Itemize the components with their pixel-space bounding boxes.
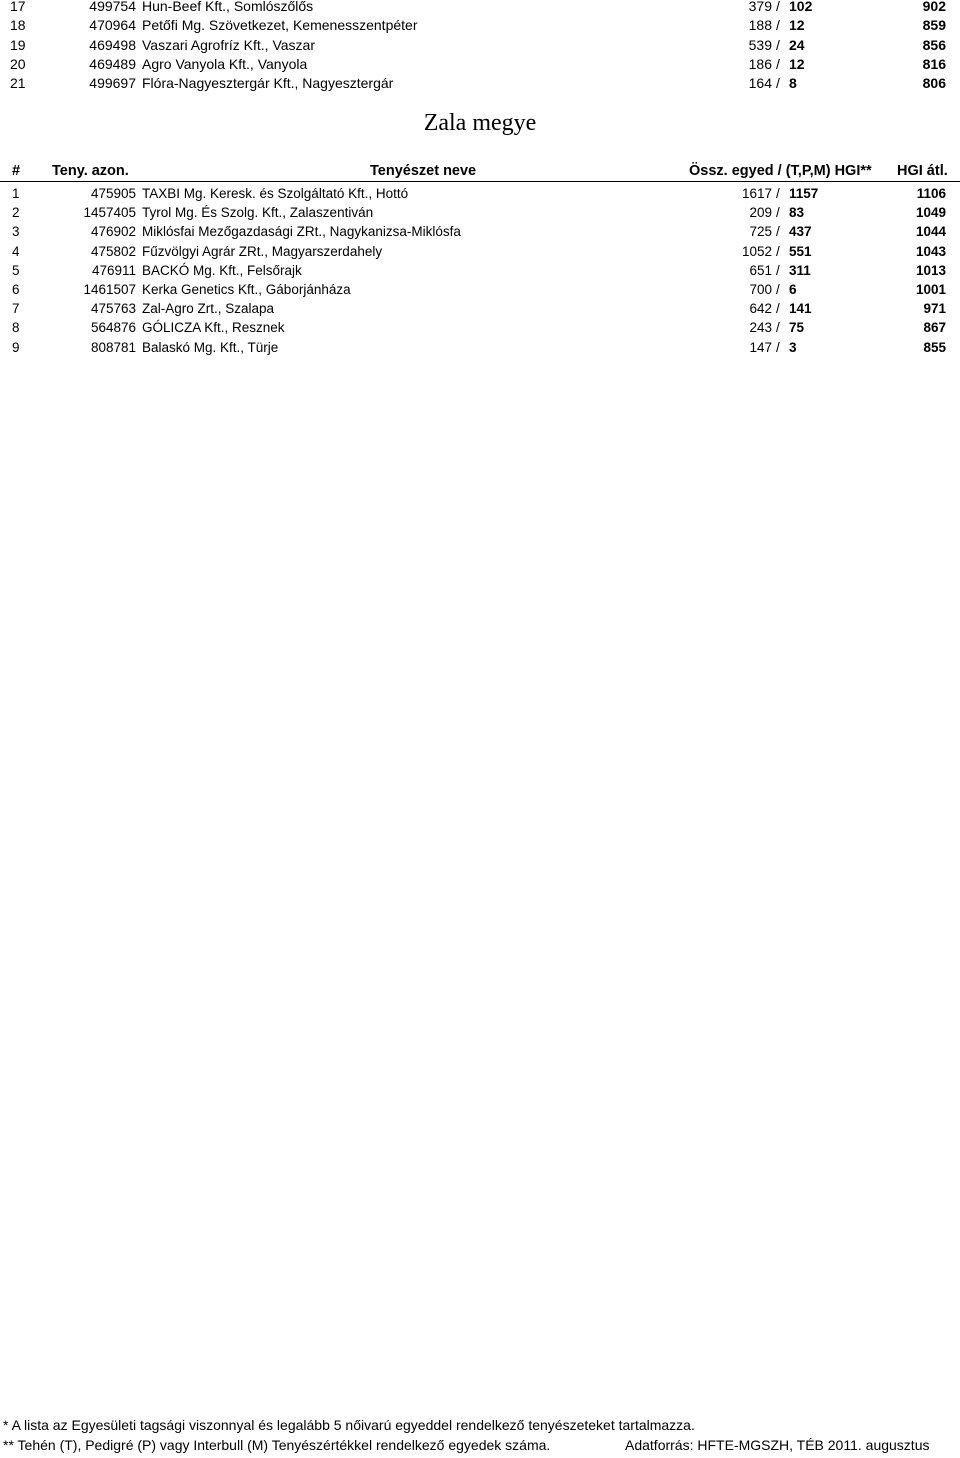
header-divider xyxy=(0,181,960,182)
hgi-count: 75 xyxy=(789,320,805,336)
table-row xyxy=(0,16,960,35)
table-row xyxy=(0,280,960,299)
separator: / xyxy=(776,224,780,240)
row-number: 2 xyxy=(12,205,20,221)
table-row xyxy=(0,318,960,337)
table-row xyxy=(0,242,960,261)
hgi-count: 12 xyxy=(789,17,805,34)
total-count: 651 xyxy=(749,262,772,278)
herd-name: Fűzvölgyi Agrár ZRt., Magyarszerdahely xyxy=(142,243,383,259)
hgi-average: 855 xyxy=(923,339,946,355)
herd-id: 1461507 xyxy=(83,282,136,297)
herd-name: Tyrol Mg. És Szolg. Kft., Zalaszentiván xyxy=(142,205,374,221)
table-row xyxy=(0,55,960,74)
herd-id: 475802 xyxy=(90,243,136,259)
table-row xyxy=(0,299,960,318)
separator: / xyxy=(776,262,780,278)
header-name: Tenyészet neve xyxy=(370,163,477,179)
hgi-average: 1043 xyxy=(915,243,946,259)
herd-name: Petőfi Mg. Szövetkezet, Kemenesszentpéter xyxy=(142,17,418,34)
hgi-count: 102 xyxy=(789,0,813,14)
herd-id: 499754 xyxy=(89,0,136,14)
herd-name: Zal-Agro Zrt., Szalapa xyxy=(142,301,275,317)
row-number: 9 xyxy=(12,339,20,355)
hgi-count: 24 xyxy=(789,36,805,53)
table-row xyxy=(0,36,960,55)
header-num: # xyxy=(12,163,21,179)
table-row xyxy=(0,74,960,93)
row-number: 8 xyxy=(12,320,20,336)
herd-id: 1457405 xyxy=(83,205,136,221)
total-count: 725 xyxy=(749,224,772,240)
table-row xyxy=(0,203,960,222)
herd-id: 475905 xyxy=(90,186,136,201)
hgi-average: 1001 xyxy=(915,282,946,297)
separator: / xyxy=(776,339,780,355)
total-count: 164 xyxy=(748,75,772,92)
table-row xyxy=(0,222,960,241)
hgi-average: 971 xyxy=(923,301,946,317)
separator: / xyxy=(776,282,780,297)
total-count: 1052 xyxy=(741,243,772,259)
separator: / xyxy=(776,36,780,53)
separator: / xyxy=(776,17,780,34)
total-count: 700 xyxy=(749,282,772,297)
hgi-count: 8 xyxy=(789,75,797,92)
table-row xyxy=(0,184,960,203)
herd-name: Vaszari Agrofríz Kft., Vaszar xyxy=(142,36,315,53)
hgi-average: 867 xyxy=(923,320,946,336)
header-total-hgi: Össz. egyed / (T,P,M) HGI** xyxy=(689,163,872,179)
hgi-count: 551 xyxy=(789,243,812,259)
total-count: 188 xyxy=(748,17,772,34)
total-count: 186 xyxy=(748,55,772,72)
herd-id: 499697 xyxy=(89,75,136,92)
hgi-count: 1157 xyxy=(789,186,819,201)
row-number: 19 xyxy=(10,36,26,53)
table-row xyxy=(0,0,960,16)
footnote-2: ** Tehén (T), Pedigré (P) vagy Interbull (M) Tenyészértékkel rendelkező egyedek száma. xyxy=(3,1437,551,1453)
hgi-average: 1106 xyxy=(916,186,946,201)
hgi-average: 902 xyxy=(922,0,946,14)
total-count: 147 xyxy=(749,339,772,355)
herd-name: Flóra-Nagyesztergár Kft., Nagyesztergár xyxy=(142,75,394,92)
hgi-average: 816 xyxy=(922,55,946,72)
hgi-average: 1013 xyxy=(915,262,946,278)
herd-id: 469498 xyxy=(89,36,136,53)
hgi-average: 859 xyxy=(922,17,946,34)
herd-name: Kerka Genetics Kft., Gáborjánháza xyxy=(142,282,351,297)
hgi-average: 856 xyxy=(922,36,946,53)
herd-id: 475763 xyxy=(90,301,136,317)
hgi-average: 806 xyxy=(922,75,946,92)
row-number: 7 xyxy=(12,301,20,317)
row-number: 17 xyxy=(10,0,26,14)
herd-name: GÓLICZA Kft., Resznek xyxy=(142,320,285,336)
total-count: 243 xyxy=(749,320,772,336)
total-count: 379 xyxy=(748,0,772,14)
herd-name: BACKÓ Mg. Kft., Felsőrajk xyxy=(142,262,302,278)
row-number: 1 xyxy=(12,186,20,201)
table-header xyxy=(0,161,960,181)
row-number: 18 xyxy=(10,17,26,34)
herd-name: Hun-Beef Kft., Somlószőlős xyxy=(142,0,314,14)
hgi-count: 12 xyxy=(789,55,805,72)
header-id: Teny. azon. xyxy=(52,163,129,179)
row-number: 21 xyxy=(10,75,26,92)
herd-id: 469489 xyxy=(89,55,136,72)
separator: / xyxy=(776,243,780,259)
hgi-count: 437 xyxy=(789,224,812,240)
separator: / xyxy=(776,205,780,221)
separator: / xyxy=(776,75,780,92)
hgi-average: 1049 xyxy=(915,205,946,221)
herd-name: TAXBI Mg. Keresk. és Szolgáltató Kft., Hottó xyxy=(142,186,409,201)
hgi-count: 311 xyxy=(789,262,811,278)
herd-id: 808781 xyxy=(90,339,136,355)
footnote-1: * A lista az Egyesületi tagsági viszonnyal és legalább 5 nőivarú egyeddel rendelkező tenyészeteket tartalmazza. xyxy=(3,1417,695,1433)
hgi-count: 83 xyxy=(789,205,805,221)
hgi-count: 141 xyxy=(789,301,812,317)
herd-id: 564876 xyxy=(90,320,136,336)
hgi-average: 1044 xyxy=(915,224,946,240)
total-count: 539 xyxy=(748,36,772,53)
herd-name: Miklósfai Mezőgazdasági ZRt., Nagykanizsa-Miklósfa xyxy=(142,224,461,240)
header-avg: HGI átl. xyxy=(897,163,948,179)
row-number: 6 xyxy=(12,282,20,297)
section-title: Zala megye xyxy=(423,110,537,136)
hgi-count: 6 xyxy=(789,282,797,297)
table-row xyxy=(0,261,960,280)
row-number: 4 xyxy=(12,243,20,259)
data-source: Adatforrás: HFTE-MGSZH, TÉB 2011. augusztus xyxy=(625,1437,930,1453)
hgi-count: 3 xyxy=(789,339,797,355)
total-count: 1617 xyxy=(741,186,772,201)
row-number: 3 xyxy=(12,224,20,240)
separator: / xyxy=(776,320,780,336)
table-row xyxy=(0,338,960,357)
herd-id: 476911 xyxy=(91,262,136,278)
herd-id: 470964 xyxy=(89,17,136,34)
total-count: 642 xyxy=(749,301,772,317)
separator: / xyxy=(776,55,780,72)
row-number: 5 xyxy=(12,262,20,278)
separator: / xyxy=(776,186,780,201)
row-number: 20 xyxy=(10,55,26,72)
separator: / xyxy=(776,301,780,317)
herd-name: Agro Vanyola Kft., Vanyola xyxy=(142,55,308,72)
herd-id: 476902 xyxy=(90,224,136,240)
herd-name: Balaskó Mg. Kft., Türje xyxy=(142,339,279,355)
total-count: 209 xyxy=(749,205,772,221)
separator: / xyxy=(776,0,780,14)
